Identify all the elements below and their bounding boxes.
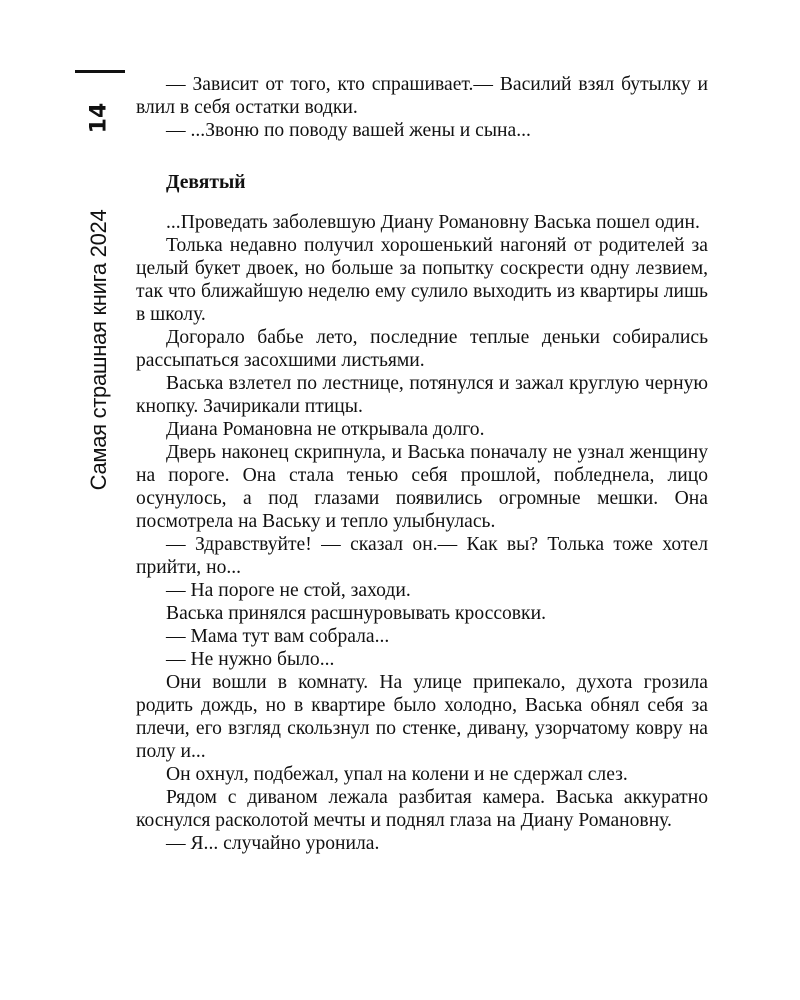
paragraph: — Зависит от того, кто спрашивает.— Василий взял бутылку и влил в себя остатки водки. [136,74,708,118]
paragraph: — Здравствуйте! — сказал он.— Как вы? Толька тоже хотел прийти, но... [136,534,708,578]
paragraph: — На пороге не стой, заходи. [166,580,411,601]
chapter-heading: Девятый [166,172,246,193]
paragraph: Дверь наконец скрипнула, и Васька поначалу не узнал женщину на пороге. Она стала тенью себя прошлой, побледнела, лицо осунулось, а под глазами появились огромные мешки. Она посмотрела на Ваську и тепло улыбнулась. [136,442,708,532]
page-number: 14 [86,102,112,134]
paragraph: — Не нужно было... [166,649,335,670]
paragraph: Рядом с диваном лежала разбитая камера. Васька аккуратно коснулся расколотой мечты и поднял глаза на Диану Романовну. [136,787,708,831]
paragraph: Диана Романовна не открывала долго. [166,419,485,440]
paragraph: ...Проведать заболевшую Диану Романовну Васька пошел один. [166,212,700,233]
paragraph: Догорало бабье лето, последние теплые деньки собирались рассыпаться засохшими листьями. [136,327,708,371]
paragraph: Он охнул, подбежал, упал на колени и не сдержал слез. [166,764,628,785]
paragraph: Васька взлетел по лестнице, потянулся и зажал круглую черную кнопку. Зачирикали птицы. [136,373,708,417]
paragraph: — Мама тут вам собрала... [166,626,390,647]
paragraph: — ...Звоню по поводу вашей жены и сына... [166,120,531,141]
paragraph: Толька недавно получил хорошенький нагоняй от родителей за целый букет двоек, но больше за попытку соскрести одну лезвием, так что ближайшую неделю ему сулило выходить из квартиры лишь в школу. [136,235,708,325]
header-rule [75,70,125,73]
running-title: Самая страшная книга 2024 [86,209,111,491]
paragraph: — Я... случайно уронила. [166,833,380,854]
paragraph: Васька принялся расшнуровывать кроссовки. [166,603,546,624]
body-text [136,73,708,855]
paragraph: Они вошли в комнату. На улице припекало, духота грозила родить дождь, но в квартире было холодно, Васька обнял себя за плечи, его взгляд скользнул по стенке, дивану, узорчатому ковру на полу и... [136,672,708,762]
